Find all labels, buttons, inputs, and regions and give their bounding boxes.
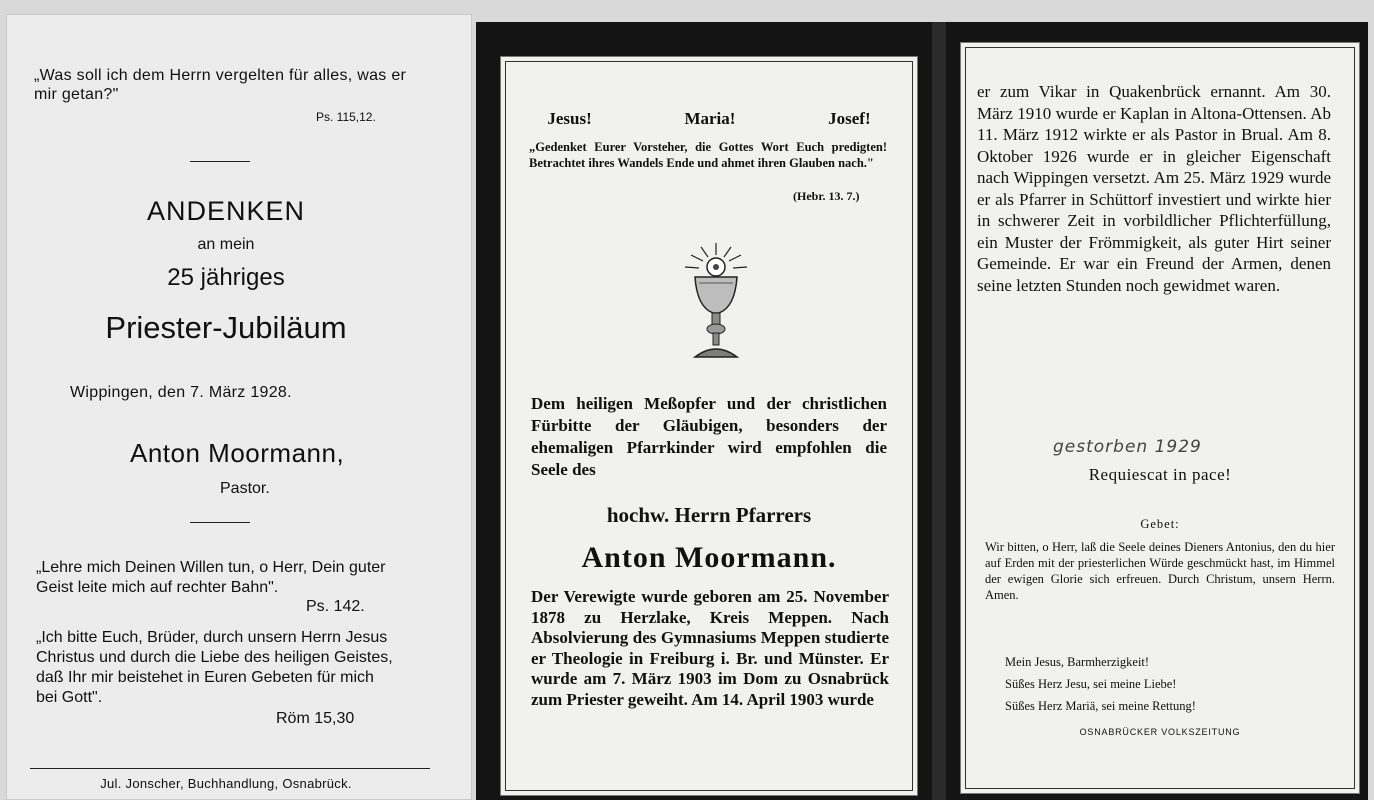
biography-continued: er zum Vikar in Quakenbrück ernannt. Am 30. März 1910 wurde er Kaplan in Altona-Ottensen. Ab 11. März 1912 wirkte er als Pastor in Brual. Am 8. Oktober 1926 wurde er in gleicher Eigenschaft nach Wippingen versetzt. Am 25. März 1929 wurde er als Pfarrer in Schüttorf investiert und wirkte hier in schwerer Zeit in vorbildlicher Pflichterfüllung, ein Muster der Frömmigkeit, als guter Hirt seiner Gemeinde. Er war ein Freund der Armen, denen seine letzten Stunden noch gewidmet waren. <box>977 82 1331 295</box>
line-25-jaehriges: 25 jähriges <box>167 264 285 291</box>
printer-credit: Jul. Jonscher, Buchhandlung, Osnabrück. <box>100 776 352 791</box>
place-date: Wippingen, den 7. März 1928. <box>70 384 292 401</box>
quote-psalm-reference: Ps. 142. <box>306 598 365 615</box>
jubilee-card <box>6 14 472 800</box>
divider-middle <box>190 522 250 523</box>
line-an-mein: an mein <box>197 236 255 253</box>
priest-name: Anton Moormann, <box>130 438 345 468</box>
hebrews-reference: (Hebr. 13. 7.) <box>793 189 860 203</box>
biography-text: Der Verewigte wurde geboren am 25. November 1878 zu Herzlake, Kreis Meppen. Nach Absolvierung des Gymnasiums Meppen studierte er Theologie in Freiburg i. Br. und Münster. Er wurde am 7. März 1903 im Dom zu Osnabrück zum Priester geweiht. Am 14. April 1903 wurde <box>531 587 889 709</box>
card-title: ANDENKEN <box>146 196 306 226</box>
invocation-jesus: Jesus! <box>547 109 592 128</box>
chalice-icon <box>681 241 751 361</box>
top-quote: „Was soll ich dem Herrn vergelten für alles, was er mir getan?" <box>34 67 407 103</box>
ejaculation-3: Süßes Herz Mariä, sei meine Rettung! <box>1005 699 1196 713</box>
quote-romans-reference: Röm 15,30 <box>276 710 355 727</box>
honorific: hochw. Herrn Pfarrers <box>606 503 812 527</box>
memorial-card <box>476 22 1368 800</box>
deceased-name: Anton Moormann. <box>581 541 837 574</box>
quote-romans: „Ich bitte Euch, Brüder, durch unsern Herrn Jesus Christus und durch die Liebe des heiligen Geistes, daß Ihr mir beistehet in Euren Gebeten für mich bei Gott". <box>36 629 393 706</box>
memorial-left-panel <box>500 56 918 796</box>
ejaculation-1: Mein Jesus, Barmherzigkeit! <box>1005 655 1150 669</box>
requiescat: Requiescat in pace! <box>1088 465 1232 484</box>
divider-bottom <box>30 768 430 769</box>
ejaculation-2: Süßes Herz Jesu, sei meine Liebe! <box>1005 677 1177 691</box>
offering-text: Dem heiligen Meßopfer und der christlichen Fürbitte der Gläubigen, besonders der ehemaligen Pfarrkinder wird empfohlen die Seele des <box>531 394 887 479</box>
prayer-heading: Gebet: <box>1140 517 1180 531</box>
press-credit: OSNABRÜCKER VOLKSZEITUNG <box>1079 727 1241 737</box>
card-fold <box>932 22 946 800</box>
invocation-maria: Maria! <box>684 109 736 128</box>
prayer-text: Wir bitten, o Herr, laß die Seele deines Dieners Antonius, den du hier auf Erden mit der priesterlichen Würde geschmückt hast, im Himmel der ewigen Glorie sich erfreuen. Durch Christum, unsern Herrn. Amen. <box>985 540 1335 602</box>
line-jubilaeum: Priester-Jubiläum <box>105 310 347 345</box>
divider-top <box>190 161 250 162</box>
handwritten-note: gestorben 1929 <box>1053 437 1202 457</box>
priest-role: Pastor. <box>220 480 270 497</box>
quote-psalm: „Lehre mich Deinen Willen tun, o Herr, Dein guter Geist leite mich auf rechter Bahn". <box>36 559 386 596</box>
invocation-row <box>501 109 917 129</box>
hebrews-verse: „Gedenket Eurer Vorsteher, die Gottes Wort Euch predigten! Betrachtet ihres Wandels Ende und ahmet ihren Glauben nach." <box>529 140 887 170</box>
memorial-right-panel <box>960 42 1360 794</box>
top-quote-reference: Ps. 115,12. <box>316 110 376 124</box>
invocation-josef: Josef! <box>828 109 871 128</box>
